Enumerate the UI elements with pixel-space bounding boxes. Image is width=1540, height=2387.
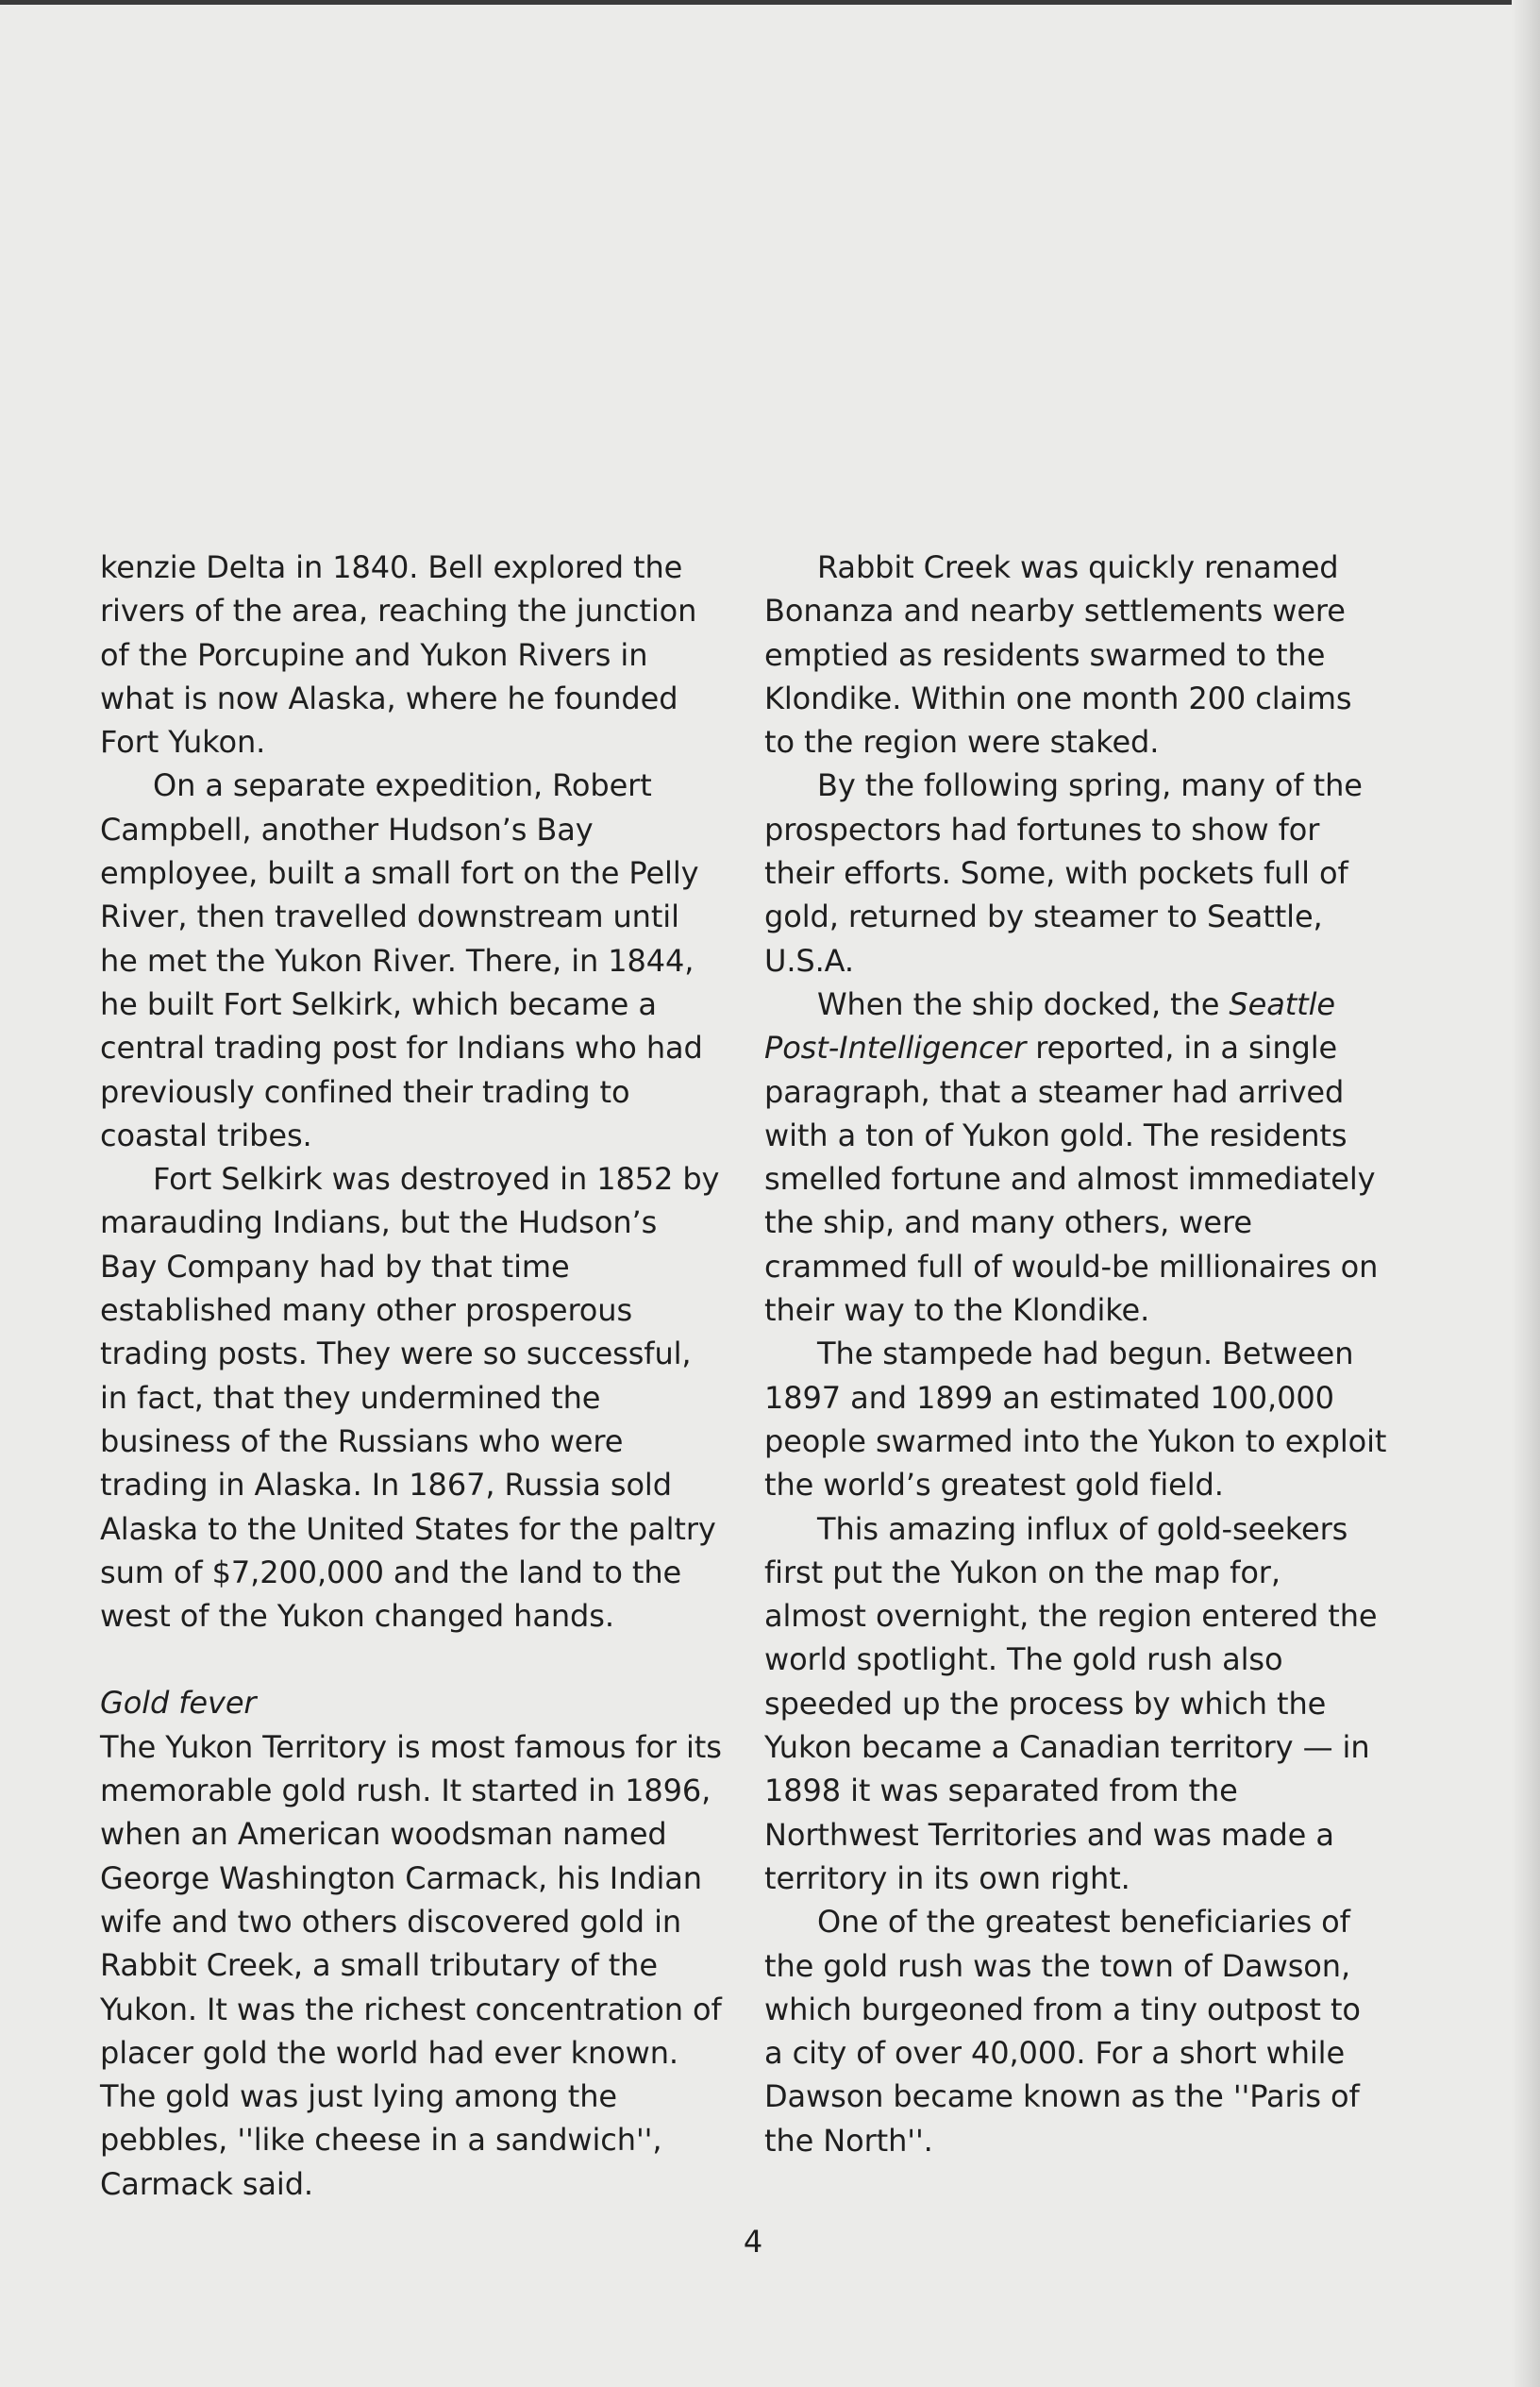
page-right-edge [1512,0,1540,2387]
right-column [764,546,1387,2162]
paragraph: One of the greatest beneficiaries of the gold rush was the town of Dawson, which burgeoned from a tiny outpost to a city of over 40,000. For a short while Dawson became known as the ''Paris of the North''. [764,1904,1361,2159]
paragraph: kenzie Delta in 1840. Bell explored the rivers of the area, reaching the junction of the Porcupine and Yukon Rivers in what is now Alaska, where he founded Fort Yukon. [100,549,697,761]
section-heading: Gold fever [100,1685,257,1722]
paragraph: Rabbit Creek was quickly renamed Bonanza and nearby settlements were emptied as residents swarmed to the Klondike. Within one month 200 claims to the region were staked. [764,549,1352,761]
paragraph: By the following spring, many of the prospectors had fortunes to show for their efforts. Some, with pockets full of gold, returned by steamer to Seattle, U.S.A. [764,767,1363,979]
section-gap [100,1638,723,1681]
paragraph-text: reported, in a single paragraph, that a steamer had arrived with a ton of Yukon gold. The residents smelled fortune and almost immediately the ship, and many others, were crammed full of would-be millionaires on their way to the Klondike. [764,1030,1379,1329]
paragraph-text: When the ship docked, the [817,985,1230,1022]
newspaper-title: Seattle Post-Intelligencer [764,985,1335,1067]
paragraph: The stampede had begun. Between 1897 and 1899 an estimated 100,000 people swarmed into the Yukon to exploit the world’s greatest gold field. [764,1336,1387,1504]
page-top-edge [0,0,1540,5]
page-number: 4 [743,2224,763,2260]
paragraph: This amazing influx of gold-seekers first put the Yukon on the map for, almost overnight, the region entered the world spotlight. The gold rush also speeded up the process by which the Yukon became a Canadian territory — in 1898 it was separated from the Northwest Territories and was made a territory in its own right. [764,1510,1378,1896]
paragraph: On a separate expedition, Robert Campbell, another Hudson’s Bay employee, built a small fort on the Pelly River, then travelled downstream until he met the Yukon River. There, in 1844, he built Fort Selkirk, which became a central trading post for Indians who had previously confined their trading to coastal tribes. [100,767,703,1153]
paragraph: The Yukon Territory is most famous for its memorable gold rush. It started in 1896, when an American woodsman named George Washington Carmack, his Indian wife and two others discovered gold in Rabbit Creek, a small tributary of the Yukon. It was the richest concentration of placer gold the world had ever known. The gold was just lying among the pebbles, ''like cheese in a sandwich'', Carmack said. [100,1728,722,2202]
paragraph: Fort Selkirk was destroyed in 1852 by marauding Indians, but the Hudson’s Bay Company had by that time established many other prosperous trading posts. They were so successful, in fact, that they undermined the business of the Russians who were trading in Alaska. In 1867, Russia sold Alaska to the United States for the paltry sum of $7,200,000 and the land to the west of the Yukon changed hands. [100,1161,720,1635]
left-column [100,546,723,2206]
paragraph [764,983,1387,1332]
